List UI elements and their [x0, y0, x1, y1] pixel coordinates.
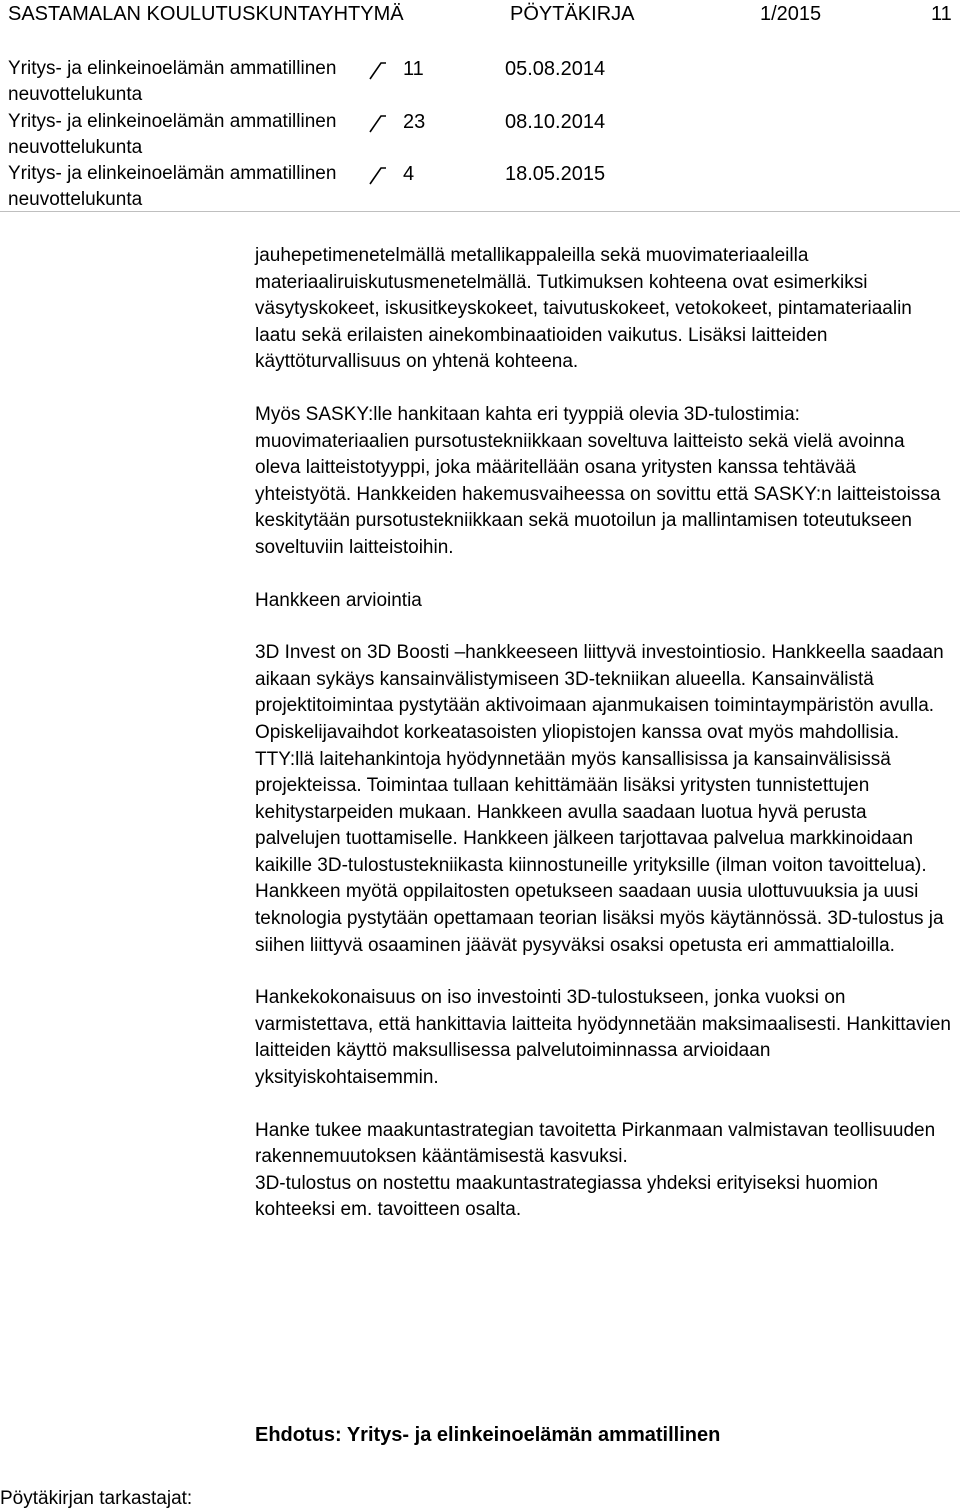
paragraph-research-targets: jauhepetimenetelmällä metallikappaleilla sekä muovimateriaaleilla materiaaliruiskutusmenetelmällä. Tutkimuksen kohteena ovat esimerkiksi väsytyskokeet, iskusitkeyskokeet, taivutuskokeet, vetokokeet, pintamateriaalin laatu sekä erilaisten ainekombinaatioiden vaikutus. Lisäksi laitteiden käyttöturvallisuus on yhtenä kohteena. [255, 245, 912, 373]
minutes-reviewers-label: Pöytäkirjan tarkastajat: [0, 1488, 193, 1509]
history-date: 18.05.2015 [505, 163, 606, 185]
history-row [0, 56, 960, 109]
proposal-heading: Ehdotus: Yritys- ja elinkeinoelämän ammatillinen [255, 1424, 721, 1446]
document-type: PÖYTÄKIRJA [510, 3, 635, 25]
section-sign-icon [368, 114, 388, 134]
history-date: 08.10.2014 [505, 110, 606, 133]
paragraph-strategy-line-1: Hanke tukee maakuntastrategian tavoitetta Pirkanmaan valmistavan teollisuuden rakennemuutoksen kääntämisestä kasvuksi. [255, 1119, 936, 1168]
page-header [0, 0, 960, 28]
paragraph-investment: Hankekokonaisuus on iso investointi 3D-tulostukseen, jonka vuoksi on varmistettava, että hankittavia laitteita hyödynnetään maksimaalisesti. Hankittavien laitteiden käyttö maksullisessa palvelutoiminnassa arvioidaan yksityiskohtaisemmin. [255, 987, 951, 1089]
history-row [0, 161, 960, 214]
paragraph-project-evaluation: 3D Invest on 3D Boosti –hankkeeseen liittyvä investointiosio. Hankkeella saadaan aikaan sykäys kansainvälistymiseen 3D-tekniikan alueella. Kansainvälistä projektitoimintaa pystytään aktivoimaan ajanmukaisen toimintaympäristön avulla. Opiskelijavaihdot korkeatasoisten yliopistojen kanssa ovat myös mahdollisia. TTY:llä laitehankintoja hyödynnetään myös kansallisissa ja kansainvälisissä projekteissa. Toimintaa tullaan kehittämään lisäksi yritysten tunnistettujen kehitystarpeiden mukaan. Hankkeen avulla saadaan luotua hyvä perusta palvelujen tuottamiselle. Hankkeen jälkeen tarjottavaa palvelua markkinoidaan kaikille 3D-tulostustekniikasta kiinnostuneille yrityksille (ilman voiton tavoittelua). Hankkeen myötä oppilaitosten opetukseen saadaan uusia ulottuvuuksia ja uusi teknologia pystytään opettamaan teorian lisäksi myös käytännössä. 3D-tulostus ja siihen liittyvä osaaminen jäävät pysyväksi osaksi opetusta eri ammattialoilla. [255, 642, 944, 956]
history-date: 05.08.2014 [505, 58, 606, 80]
history-section: 23 [403, 110, 426, 133]
handling-history [0, 56, 960, 214]
page-number: 11 [931, 3, 952, 25]
history-body: Yritys- ja elinkeinoelämän ammatillinen neuvottelukunta [8, 58, 337, 105]
section-sign-icon [368, 61, 388, 81]
history-row [0, 109, 960, 162]
document-number: 1/2015 [760, 3, 822, 25]
history-section: 11 [403, 58, 424, 80]
section-heading: Hankkeen arviointia [255, 589, 422, 611]
section-sign-icon [368, 166, 388, 186]
document-body [255, 243, 955, 1224]
header-divider [0, 211, 960, 212]
history-section: 4 [403, 163, 415, 185]
paragraph-sasky-printers: Myös SASKY:lle hankitaan kahta eri tyyppiä olevia 3D-tulostimia: muovimateriaalien pursotustekniikkaan soveltuva laitteisto sekä vielä avoinna oleva laitteistotyyppi, joka määritellään osana yritysten kanssa tehtävää yhteistyötä. Hankkeiden hakemusvaiheessa on sovittu että SASKY:n laitteistoissa keskitytään pursotustekniikkaan sekä muotoilun ja mallintamisen toteutukseen soveltuviin laitteistoihin. [255, 403, 941, 558]
paragraph-strategy-line-2: 3D-tulostus on nostettu maakuntastrategiassa yhdeksi erityiseksi huomion kohteeksi em. tavoitteen osalta. [255, 1172, 879, 1221]
history-body: Yritys- ja elinkeinoelämän ammatillinen neuvottelukunta [8, 163, 337, 210]
history-body: Yritys- ja elinkeinoelämän ammatillinen neuvottelukunta [8, 110, 337, 158]
organization-name: SASTAMALAN KOULUTUSKUNTAYHTYMÄ [8, 3, 404, 25]
